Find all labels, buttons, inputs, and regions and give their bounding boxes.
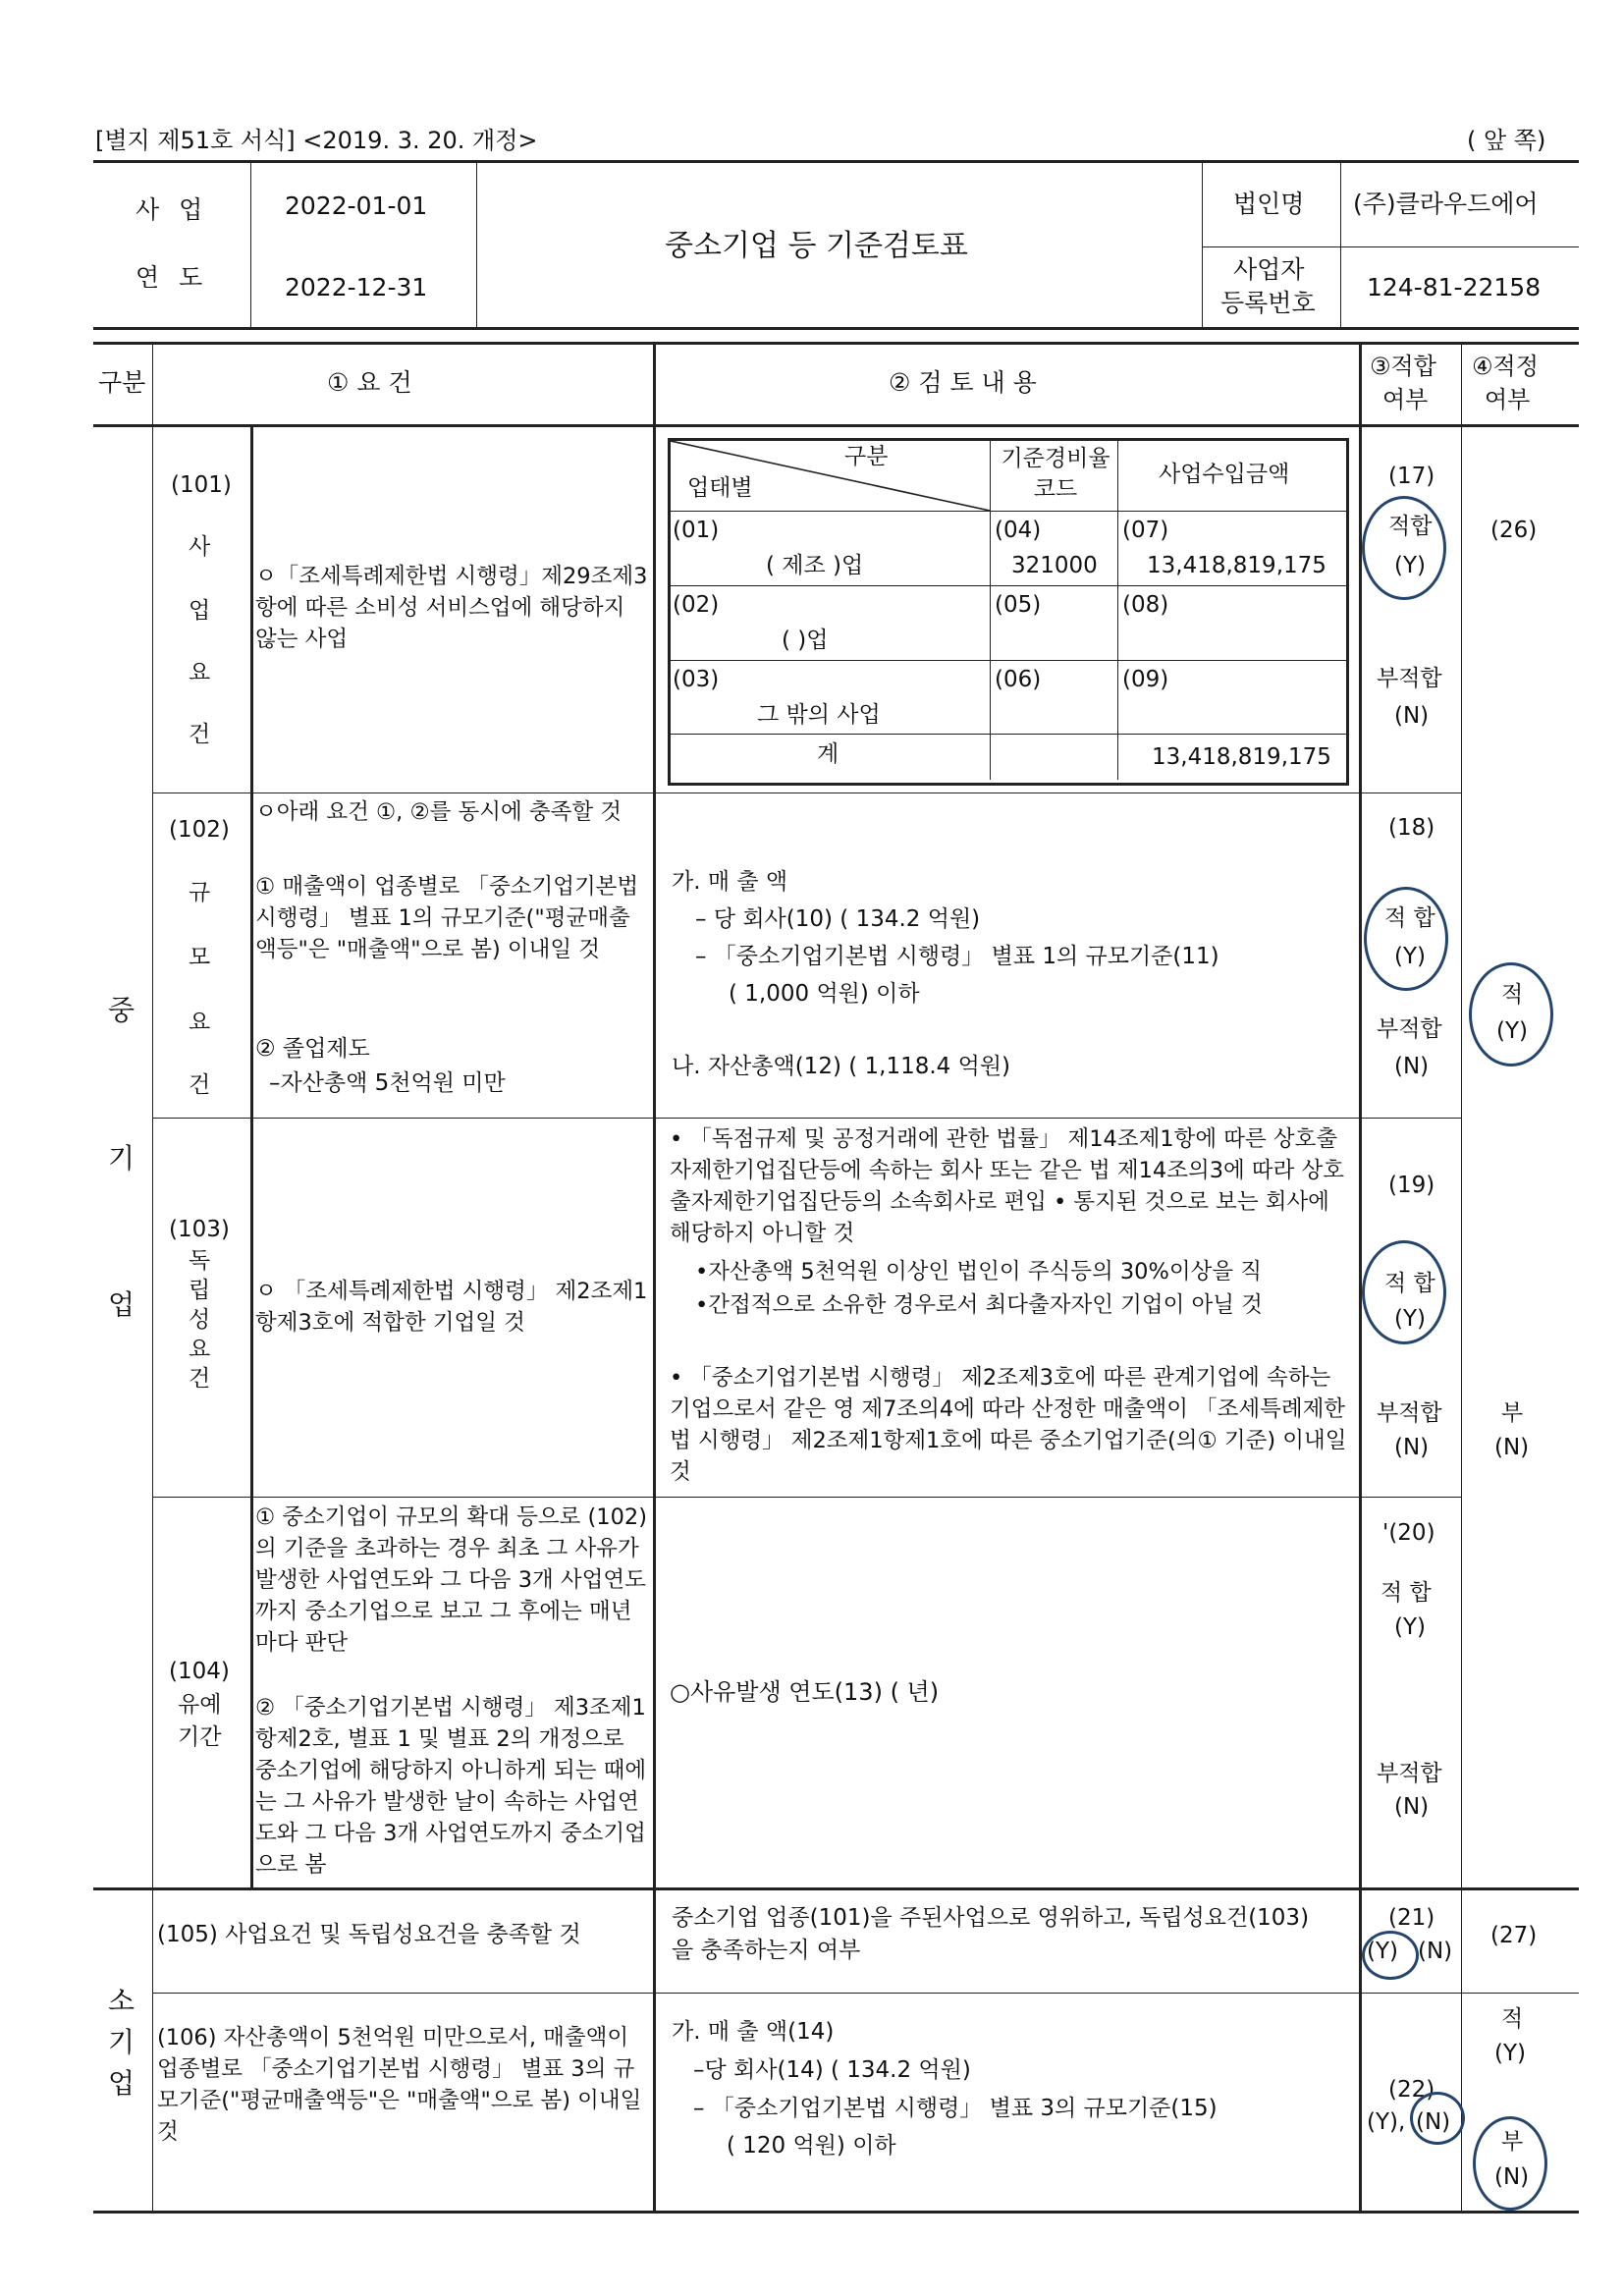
row-104-unfit-n: (N)	[1394, 1794, 1430, 1820]
row-101-proper-no: (26)	[1490, 518, 1538, 543]
inner-row3-n1: (03)	[673, 667, 720, 692]
row-105-requirement: (105) 사업요건 및 독립성요건을 충족할 것	[157, 1922, 581, 1947]
fit-mark-102	[1364, 887, 1448, 991]
section-sme-char-2: 기	[108, 1142, 135, 1175]
section-small-char-3: 업	[108, 2067, 135, 2100]
row-101-fit-y: (Y)	[1394, 553, 1426, 578]
row-103-fit-no: (19)	[1388, 1173, 1435, 1198]
row-101-unfit-n: (N)	[1394, 703, 1430, 729]
row-101-fit: 적합	[1388, 514, 1433, 539]
row-105-proper-no: (27)	[1490, 1923, 1538, 1948]
col-header-proper-2: 여부	[1485, 386, 1531, 413]
row-101-code: (101)	[171, 472, 232, 498]
row-102-unfit: 부적합	[1377, 1016, 1442, 1042]
row-101-label-3: 요	[189, 660, 211, 685]
row-102-review-5: 나. 자산총액(12) ( 1,118.4 억원)	[672, 1054, 1011, 1079]
reg-label-1: 사업자	[1233, 255, 1305, 284]
corp-name: (주)클라우드에어	[1353, 190, 1539, 218]
row-102-fit-no: (18)	[1388, 815, 1435, 841]
row-102-review-4: ( 1,000 억원) 이하	[729, 981, 920, 1007]
fit-mark-105	[1362, 1931, 1419, 1980]
row-106-proper-y: (Y)	[1494, 2041, 1526, 2066]
col-header-category: 구분	[98, 368, 146, 397]
col-header-fit-2: 여부	[1382, 386, 1429, 413]
proper-mark-102	[1469, 962, 1553, 1066]
inner-row1-n3: (07)	[1122, 518, 1169, 543]
row-102-label-2: 모	[189, 945, 211, 970]
row-106-n: (N)	[1416, 2109, 1451, 2135]
row-102-label-3: 요	[189, 1010, 211, 1035]
row-103-proper-n: (N)	[1494, 1435, 1530, 1460]
row-103-label-1: 독	[189, 1248, 211, 1274]
row-104-requirement-1: ① 중소기업이 규모의 확대 등으로 (102)의 기준을 초과하는 경우 최초 그 사유가 발생한 사업연도와 그 다음 3개 사업연도까지 중소기업으로 보고 그 후에는 매년마다 판단	[255, 1504, 647, 1656]
row-104-code: (104)	[169, 1659, 230, 1684]
row-102-proper-y: (Y)	[1496, 1018, 1528, 1044]
section-small-char-1: 소	[108, 1985, 135, 2017]
row-104-review: ○사유발생 연도(13) ( 년)	[670, 1678, 940, 1706]
col-header-review: ② 검 토 내 용	[889, 368, 1037, 397]
inner-row3-n3: (09)	[1122, 667, 1169, 692]
fit-mark-103	[1362, 1240, 1446, 1344]
row-106-proper: 적	[1501, 2006, 1524, 2032]
section-sme-char-3: 업	[108, 1288, 135, 1321]
inner-total-amount: 13,418,819,175	[1152, 744, 1331, 770]
fiscal-year-start: 2022-01-01	[285, 191, 428, 220]
section-sme-char-1: 중	[108, 994, 135, 1026]
row-103-review-2a: •자산총액 5천억원 이상인 법인이 주식등의 30%이상을 직	[695, 1259, 1262, 1285]
row-102-label-4: 건	[189, 1072, 211, 1098]
row-106-review-3: – 「중소기업기본법 시행령」 별표 3의 규모기준(15)	[693, 2096, 1218, 2121]
row-103-review-2b: •간접적으로 소유한 경우로서 최다출자자인 기업이 아닐 것	[695, 1292, 1263, 1318]
year-label-2: 연 도	[135, 263, 209, 292]
row-104-fit-no: '(20)	[1382, 1520, 1435, 1546]
row-102-fit: 적 합	[1384, 905, 1435, 931]
inner-row1-n1: (01)	[673, 518, 720, 543]
row-102-requirement-2b: –자산총액 5천억원 미만	[269, 1070, 506, 1096]
row-105-n: (N)	[1418, 1939, 1453, 1964]
row-103-review-1: • 「독점규제 및 공정거래에 관한 법률」 제14조제1항에 따른 상호출자제한기업집단등에 속하는 회사 또는 같은 법 제14조의3에 따라 상호출자제한기업집단등의 소속회사로 편입 • 통지된 것으로 보는 회사에 해당하지 아니할 것	[670, 1126, 1345, 1246]
inner-row2-n3: (08)	[1122, 592, 1169, 618]
row-105-fit-no: (21)	[1388, 1905, 1435, 1931]
fit-mark-101	[1362, 496, 1446, 600]
row-103-requirement: ㅇ 「조세특례제한법 시행령」 제2조제1항제3호에 적합한 기업일 것	[255, 1279, 648, 1336]
inner-row2-n2: (05)	[995, 592, 1042, 618]
row-102-review-1: 가. 매 출 액	[672, 869, 788, 895]
proper-mark-106	[1473, 2116, 1547, 2211]
row-102-label-1: 규	[189, 880, 211, 905]
row-101-fit-no: (17)	[1388, 464, 1435, 489]
row-106-y: (Y),	[1367, 2109, 1406, 2135]
row-101-label-1: 사	[189, 534, 211, 560]
row-103-label-3: 성	[189, 1307, 211, 1333]
row-103-unfit: 부적합	[1377, 1400, 1442, 1426]
row-101-requirement: ㅇ「조세특례제한법 시행령」제29조제3항에 따른 소비성 서비스업에 해당하지 않는 사업	[255, 564, 648, 652]
row-106-review-4: ( 120 억원) 이하	[727, 2133, 896, 2159]
row-106-fit-no: (22)	[1388, 2077, 1435, 2103]
row-103-code: (103)	[169, 1217, 230, 1242]
row-102-proper: 적	[1501, 982, 1524, 1008]
row-103-review-3: • 「중소기업기본법 시행령」 제2조제3호에 따른 관계기업에 속하는 기업으로서 같은 영 제7조의4에 따라 산정한 매출액이 「조세특례제한법 시행령」 제2조제1항제1호에 따른 중소기업기준(의① 기준) 이내일 것	[670, 1365, 1347, 1485]
reg-label-2: 등록번호	[1220, 289, 1316, 317]
page-side-label: ( 앞 쪽)	[1467, 127, 1546, 154]
row-106-proper-no: 부	[1501, 2129, 1524, 2155]
inner-header-category: 구분	[844, 444, 889, 469]
row-102-review-2: – 당 회사(10) ( 134.2 억원)	[695, 906, 981, 932]
row-102-requirement-1: ① 매출액이 업종별로 「중소기업기본법 시행령」 별표 1의 규모기준("평균매출액등"은 "매출액"으로 봄) 이내일 것	[255, 874, 639, 962]
row-101-unfit: 부적합	[1377, 666, 1442, 691]
row-103-fit-y: (Y)	[1394, 1306, 1426, 1332]
row-103-label-2: 립	[189, 1278, 211, 1303]
row-102-requirement-intro: ㅇ아래 요건 ①, ②를 동시에 충족할 것	[255, 799, 622, 825]
inner-row3-name: 그 밖의 사업	[757, 702, 881, 728]
row-102-review-3: – 「중소기업기본법 시행령」 별표 1의 규모기준(11)	[695, 944, 1219, 969]
row-104-fit-y: (Y)	[1394, 1614, 1426, 1640]
col-header-requirement: ① 요 건	[327, 368, 412, 397]
row-104-fit: 적 합	[1380, 1580, 1432, 1606]
row-103-label-4: 요	[189, 1337, 211, 1362]
business-reg-number: 124-81-22158	[1367, 273, 1542, 301]
row-102-requirement-2a: ② 졸업제도	[255, 1036, 370, 1062]
row-103-proper: 부	[1501, 1400, 1524, 1426]
row-105-y: (Y)	[1367, 1939, 1398, 1964]
row-103-label-5: 건	[189, 1366, 211, 1392]
row-104-unfit: 부적합	[1377, 1761, 1442, 1786]
inner-row1-code: 321000	[1011, 553, 1098, 578]
row-104-label-1: 유예	[178, 1692, 222, 1718]
row-102-fit-y: (Y)	[1394, 944, 1426, 969]
col-header-fit-1: ③적합	[1370, 353, 1436, 380]
inner-row1-name: ( 제조 )업	[766, 553, 864, 578]
col-header-proper-1: ④적정	[1472, 353, 1539, 380]
year-label-1: 사 업	[135, 195, 209, 224]
inner-header-expense-code: 기준경비율코드	[1001, 446, 1110, 503]
row-106-review-1: 가. 매 출 액(14)	[672, 2019, 835, 2045]
row-106-proper-n: (N)	[1494, 2164, 1530, 2190]
fit-mark-106	[1410, 2092, 1465, 2145]
row-103-unfit-n: (N)	[1394, 1435, 1430, 1460]
inner-total-label: 계	[817, 741, 839, 767]
fiscal-year-end: 2022-12-31	[285, 273, 428, 301]
row-104-requirement-2: ② 「중소기업기본법 시행령」 제3조제1항제2호, 별표 1 및 별표 2의 개정으로 중소기업에 해당하지 아니하게 되는 때에는 그 사유가 발생한 날이 속하는 사업연도와 그 다음 3개 사업연도까지 중소기업으로 봄	[255, 1695, 647, 1878]
inner-row2-name: ( )업	[782, 628, 829, 653]
inner-row1-n2: (04)	[995, 518, 1042, 543]
row-102-unfit-n: (N)	[1394, 1054, 1430, 1079]
row-106-review-2: –당 회사(14) ( 134.2 억원)	[693, 2057, 971, 2083]
form-label: [별지 제51호 서식] <2019. 3. 20. 개정>	[95, 127, 538, 154]
row-103-fit: 적 합	[1384, 1271, 1435, 1296]
corp-name-label: 법인명	[1233, 190, 1305, 218]
inner-row2-n1: (02)	[673, 592, 720, 618]
row-105-review: 중소기업 업종(101)을 주된사업으로 영위하고, 독립성요건(103)을 충족하는지 여부	[672, 1905, 1310, 1963]
inner-row1-amount: 13,418,819,175	[1147, 553, 1326, 578]
row-101-label-2: 업	[189, 598, 211, 624]
row-106-requirement: (106) 자산총액이 5천억원 미만으로서, 매출액이 업종별로 「중소기업기본법 시행령」 별표 3의 규모기준("평균매출액등"은 "매출액"으로 봄) 이내일 것	[157, 2025, 642, 2145]
row-102-code: (102)	[169, 817, 230, 843]
section-small-char-2: 기	[108, 2026, 135, 2058]
form-title: 중소기업 등 기준검토표	[665, 229, 968, 263]
row-101-label-4: 건	[189, 722, 211, 747]
row-104-label-2: 기간	[178, 1724, 222, 1750]
inner-row3-n2: (06)	[995, 667, 1042, 692]
inner-header-revenue: 사업수입금액	[1159, 462, 1290, 487]
inner-header-business-type: 업태별	[687, 475, 753, 501]
